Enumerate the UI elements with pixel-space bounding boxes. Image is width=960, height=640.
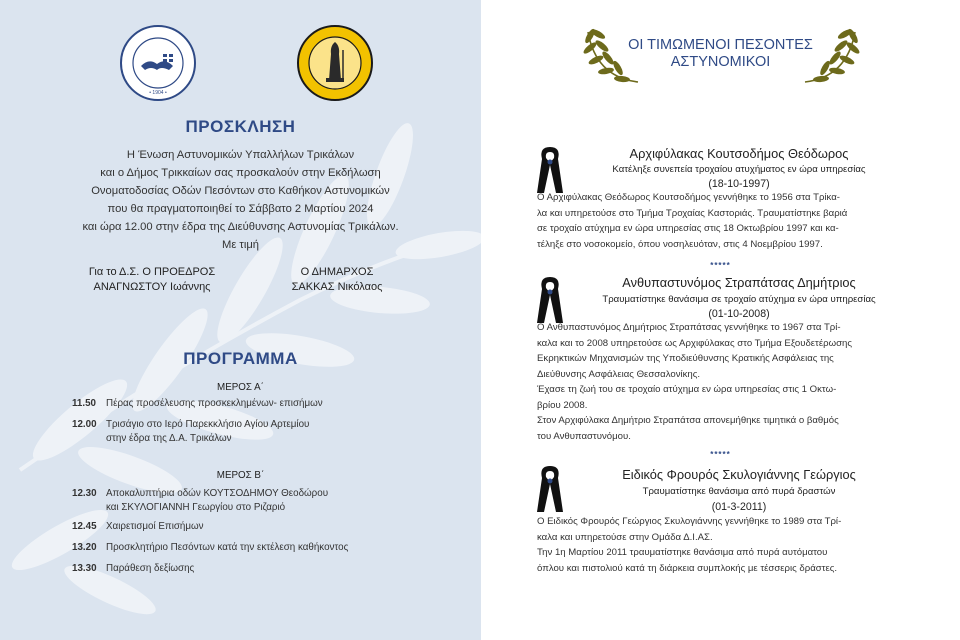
officer-date: (01-10-2008) xyxy=(708,308,770,320)
program-time: 13.30 xyxy=(72,563,97,574)
bio-line: Την 1η Μαρτίου 2011 τραυματίστηκε θανάσιμα από πυρά αυτόματου xyxy=(537,547,828,558)
handshake-emblem-icon xyxy=(119,24,197,102)
program-item xyxy=(72,418,432,445)
bio-line: Ο Αρχιφύλακας Θεόδωρος Κουτσοδήμος γεννήθηκε το 1956 στα Τρίκα- xyxy=(537,192,840,203)
program-item xyxy=(72,520,432,534)
invitation-line: Η Ένωση Αστυνομικών Υπαλλήλων Τρικάλων xyxy=(126,149,355,161)
program-desc-line: Προσκλητήριο Πεσόντων κατά την εκτέλεση καθήκοντος xyxy=(106,542,349,553)
signature-person: ΣΑΚΚΑΣ Νικόλαος xyxy=(291,281,383,293)
officer-subtitle: Τραυματίστηκε θανάσιμα από πυρά δραστών xyxy=(642,486,836,497)
invitation-title: ΠΡΟΣΚΛΗΣΗ xyxy=(185,117,296,136)
program-item xyxy=(72,541,432,555)
officer-name: Ανθυπαστυνόμος Στραπάτσας Δημήτριος xyxy=(622,275,856,290)
program-item xyxy=(72,397,432,411)
officer-subtitle: Κατέληξε συνεπεία τροχαίου ατυχήματος εν ώρα υπηρεσίας xyxy=(612,164,866,175)
program-time: 11.50 xyxy=(72,398,96,409)
bio-line: του Ανθυπαστυνόμου. xyxy=(537,430,631,442)
officer-bio xyxy=(537,190,905,252)
invitation-line: που θα πραγματοποιηθεί το Σάββατο 2 Μαρτίου 2024 xyxy=(107,203,374,215)
officer-subtitle: Τραυματίστηκε θανάσιμα σε τροχαίο ατύχημα εν ώρα υπηρεσίας xyxy=(602,294,876,305)
bio-line: βρίου 2008. xyxy=(537,399,588,411)
part-b-title: ΜΕΡΟΣ Β΄ xyxy=(216,470,265,481)
program-desc-line: Αποκαλυπτήρια οδών ΚΟΥΤΣΟΔΗΜΟΥ Θεοδώρου xyxy=(106,488,329,499)
signature-president xyxy=(72,265,232,295)
program-desc-line: και ΣΚΥΛΟΓΙΑΝΝΗ Γεωργίου στο Ριζαριό xyxy=(106,501,286,513)
officer-bio xyxy=(537,514,905,576)
officer-bio xyxy=(537,320,905,444)
signature-role: Για το Δ.Σ. Ο ΠΡΟΕΔΡΟΣ xyxy=(88,266,216,278)
program-item xyxy=(72,487,432,514)
dimos-logo xyxy=(296,24,374,102)
program-time: 12.30 xyxy=(72,488,97,499)
program-item xyxy=(72,562,432,576)
bio-line: Εκρηκτικών Μηχανισμών της Υποδιεύθυνσης Κρατικής Ασφάλειας της xyxy=(537,353,834,364)
signature-role: Ο ΔΗΜΑΡΧΟΣ xyxy=(300,266,374,278)
bio-line: λα και υπηρετούσε στο Τμήμα Τροχαίας Καστοριάς. Τραυματίστηκε βαριά xyxy=(537,207,848,219)
program-desc-line: Τρισάγιο στο Ιερό Παρεκκλήσιο Αγίου Αρτεμίου xyxy=(106,419,310,430)
invitation-text xyxy=(40,146,441,254)
program-desc xyxy=(106,418,432,445)
bio-line: Ο Ανθυπαστυνόμος Δημήτριος Στραπάτσας γεννήθηκε το 1967 στα Τρί- xyxy=(537,322,841,333)
bio-line: Διεύθυνσης Ασφάλειας Θεσσαλονίκης. xyxy=(537,368,701,380)
program-desc xyxy=(106,562,432,576)
separator: ***** xyxy=(710,261,731,270)
honored-title-line: ΟΙ ΤΙΜΩΜΕΝΟΙ ΠΕΣΟΝΤΕΣ xyxy=(628,37,813,53)
officer-name: Ειδικός Φρουρός Σκυλογιάννης Γεώργιος xyxy=(622,467,856,482)
program-desc-line: Χαιρετισμοί Επισήμων xyxy=(106,521,204,532)
asklepios-emblem-icon xyxy=(296,24,374,102)
invitation-line: και ώρα 12.00 στην έδρα της Διεύθυνσης Αστυνομίας Τρικάλων. xyxy=(82,221,399,233)
part-a-title: ΜΕΡΟΣ Α΄ xyxy=(217,382,264,393)
separator: ***** xyxy=(710,450,731,459)
black-ribbon-icon xyxy=(535,462,565,514)
bio-line: καλα και υπηρετούσε στην Ομάδα Δ.Ι.ΑΣ. xyxy=(537,531,713,543)
officer-name: Αρχιφύλακας Κουτσοδήμος Θεόδωρος xyxy=(629,146,849,161)
bio-line: Έχασε τη ζωή του σε τροχαίο ατύχημα εν ώρα υπηρεσίας στις 1 Οκτω- xyxy=(537,384,837,395)
right-panel xyxy=(481,0,960,640)
program-time: 12.00 xyxy=(72,419,97,430)
program-desc-line: Πέρας προσέλευσης προσκεκλημένων- επισήμων xyxy=(106,398,323,409)
invitation-line: Με τιμή xyxy=(222,239,259,251)
signature-mayor xyxy=(278,265,396,295)
program-desc xyxy=(106,487,432,514)
program-desc xyxy=(106,541,432,555)
bio-line: καλα και το 2008 υπηρετούσε ως Αρχιφύλακας στο Τμήμα Εξουδετέρωσης xyxy=(537,337,852,349)
program-desc-line: Παράθεση δεξίωσης xyxy=(106,563,195,574)
program-time: 12.45 xyxy=(72,521,97,532)
signature-person: ΑΝΑΓΝΩΣΤΟΥ Ιωάννης xyxy=(93,281,211,293)
svg-text:• 1904 •: • 1904 • xyxy=(149,90,167,96)
honored-title-line: ΑΣΤΥΝΟΜΙΚΟΙ xyxy=(670,54,771,70)
program-desc-line: στην έδρα της Δ.Α. Τρικάλων xyxy=(106,432,232,444)
program-time: 13.20 xyxy=(72,542,97,553)
black-ribbon-icon xyxy=(535,143,565,195)
bio-line: σε τροχαίο ατύχημα εν ώρα υπηρεσίας στις 18 Οκτωβρίου 1997 και κα- xyxy=(537,223,839,234)
bio-line: Στον Αρχιφύλακα Δημήτριο Στραπάτσα απονεμήθηκε τιμητικά ο βαθμός xyxy=(537,415,839,426)
program-title: ΠΡΟΓΡΑΜΜΑ xyxy=(183,349,298,368)
officer-date: (18-10-1997) xyxy=(708,178,770,190)
invitation-line: και ο Δήμος Τρικκαίων σας προσκαλούν στην Εκδήλωση xyxy=(100,167,381,179)
officer-date: (01-3-2011) xyxy=(711,501,767,513)
program-desc xyxy=(106,520,432,534)
bio-line: Ο Ειδικός Φρουρός Γεώργιος Σκυλογιάννης γεννήθηκε το 1989 στα Τρί- xyxy=(537,516,842,527)
black-ribbon-icon xyxy=(535,273,565,325)
invitation-line: Ονοματοδοσίας Οδών Πεσόντων στο Καθήκον Αστυνομικών xyxy=(91,185,390,197)
bio-line: τέληξε στο νοσοκομείο, όπου νοσηλευόταν, στις 4 Νοεμβρίου 1997. xyxy=(537,238,823,250)
union-logo xyxy=(119,24,197,102)
program-desc xyxy=(106,397,432,411)
bio-line: όπλου και πιστολιού κατά τη διάρκεια συμπλοκής με τέσσερις δράστες. xyxy=(537,562,838,574)
